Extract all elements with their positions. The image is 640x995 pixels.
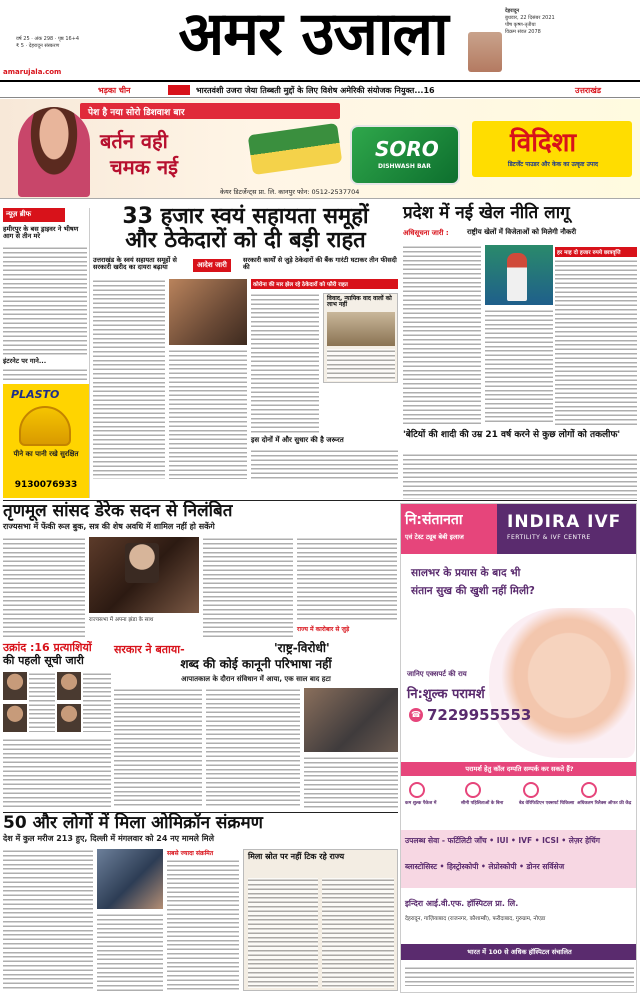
ivf-question-2: संतान सुख की खुशी नहीं मिली?	[411, 585, 535, 597]
sports-headline[interactable]: प्रदेश में नई खेल नीति लागू	[403, 203, 570, 223]
brief-story-body	[3, 246, 87, 356]
ukd-candidates-text-2	[83, 672, 111, 732]
lead-col-3	[251, 293, 319, 433]
anti-subhead: आपातकाल के दौरान संविधान में आया, एक साल बाद हटा	[181, 675, 331, 683]
ivf-cta[interactable]: परामर्श हेतु कॉल दम्पति सम्पर्क कर सकते हैं?	[401, 762, 637, 776]
omicron-box	[243, 849, 398, 991]
ivf-logo-sub: FERTILITY & IVF CENTRE	[507, 534, 591, 541]
anti-headline-2[interactable]: शब्द की कोई कानूनी परिभाषा नहीं	[180, 657, 332, 671]
brief-story-headline[interactable]: हमीरपुर के बस ड्राइवर ने भीषण आग से तीन मरे	[3, 225, 79, 240]
indira-ivf-advertisement[interactable]	[400, 503, 637, 993]
ivf-services: उपलब्ध सेवा - फर्टिलिटी जाँच • IUI • IVF • ICSI • लेज़र हेचिंग	[405, 836, 601, 845]
lead-story	[93, 205, 398, 497]
ivf-company: इन्दिरा आई.वी.एफ. हॉस्पिटल प्रा. लि.	[405, 899, 519, 908]
candidate-photo-2	[3, 704, 27, 732]
derek-box: राज्य में कारोबार से जुड़े	[297, 626, 350, 633]
lead-col-1	[93, 279, 165, 479]
dispute-box-text	[327, 349, 395, 381]
brief-story2-headline[interactable]: इंटरनेट पर गाने...	[3, 357, 47, 365]
omicron-story	[3, 815, 398, 993]
city: देहरादून	[505, 8, 520, 14]
ivf-centres: देहरादून, गाज़ियाबाद (राजनगर, कौशाम्बी), फरीदाबाद, गुरुग्राम, नोएडा	[405, 916, 546, 922]
ivf-logo: INDIRA IVF	[507, 512, 622, 532]
ivf-services-2: ब्लास्टोसिस्ट • हिस्ट्रोस्कोपी • लेप्रोस्कोपी • डोनर सर्विसेज	[405, 862, 565, 871]
masthead	[0, 0, 640, 82]
sports-caption: हर माह दो हजार रुपये छात्रवृत्ति	[555, 247, 637, 257]
phone-icon: ☎	[409, 708, 423, 722]
quote-body	[403, 453, 637, 499]
ukd-headline-2[interactable]: की पहली सूची जारी	[3, 654, 84, 667]
candidate-photo-3	[57, 672, 81, 700]
ivf-footer: भारत में 100 से अधिक हॉस्पिटल संचालित	[401, 944, 637, 960]
dispute-box-photo	[327, 312, 395, 346]
sports-kicker: अधिसूचना जारी :	[403, 229, 449, 237]
candidate-photo-4	[57, 704, 81, 732]
plasto-phone: 9130076933	[14, 480, 78, 490]
lead-bottom-head: इस दोनों में और सुधार की है जरूरत	[251, 436, 344, 444]
feature-icon-2	[465, 782, 481, 798]
ticker-headline[interactable]: भारतवंशी उजरा जेया तिब्बती मुद्दों के लिए विशेष अमेरिकी संयोजक नियुक्त...16	[196, 86, 435, 95]
lead-headline-line2[interactable]: और ठेकेदारों को दी बड़ी राहत	[125, 228, 366, 253]
ad-sponge-image	[248, 123, 343, 175]
dateline	[505, 8, 635, 36]
calendar-tithi: पौष कृष्ण-तृतीया	[505, 22, 536, 28]
ukd-headline-1[interactable]: उक्रांद :16 प्रत्याशियों	[3, 641, 92, 654]
anti-col-2	[206, 688, 300, 808]
ad-model-photo	[18, 107, 90, 197]
sports-col-2	[555, 259, 637, 425]
ad-slogan-1: बर्तन वही	[100, 129, 168, 153]
soro-sub: DISHWASH BAR	[378, 163, 431, 170]
derek-col-3	[203, 537, 293, 637]
lead-bottom-text	[251, 449, 398, 479]
feature-icon-1	[409, 782, 425, 798]
dispute-box	[323, 293, 398, 383]
omicron-photo	[97, 849, 163, 909]
free-consult: नि:शुल्क परामर्श	[407, 687, 485, 702]
derek-col-4	[297, 537, 397, 621]
feature-1: कम शुल्क पैकेज में	[405, 801, 437, 806]
dispute-box-headline: विवाद, न्यायिक वाद वालों को लाभ नहीं	[327, 295, 392, 309]
edition-price: ₹ 5 · देहरादून संस्करण	[16, 43, 60, 49]
brief-story2-body	[3, 368, 87, 382]
ukd-candidates-text	[29, 672, 55, 732]
anti-kicker: सरकार ने बताया-	[114, 643, 185, 656]
anti-col-1	[114, 688, 202, 808]
anti-headline-1[interactable]: 'राष्ट्र-विरोधी'	[274, 641, 330, 655]
sports-story	[403, 205, 637, 505]
derek-headline[interactable]: तृणमूल सांसद डेरेक सदन से निलंबित	[3, 501, 233, 521]
header-person-photo	[468, 32, 502, 72]
omicron-box-headline: मिला स्रोत पर नहीं टिक रहे राज्य	[248, 852, 345, 861]
derek-caption: राज्यसभा में अपना झंडा के साथ	[89, 617, 154, 623]
plasto-ad[interactable]	[3, 384, 89, 498]
ad-slogan-2: चमक नई	[110, 155, 178, 179]
ukd-story	[3, 642, 111, 810]
ad-banner-text: पेश है नया सोरो डिशवाश बार	[88, 108, 185, 118]
ivf-phone[interactable]: 7229955553	[427, 706, 532, 724]
omicron-kicker: सबसे ज्यादा संक्रमित	[167, 850, 214, 857]
edition-number: वर्ष 25 · अंक 298 · पृष्ठ 16+4	[16, 36, 80, 42]
omicron-box-text-2	[322, 878, 394, 988]
ivf-question-1: सालभर के प्रयास के बाद भी	[411, 567, 521, 579]
lead-subhead: उत्तराखंड के स्वयं सहायता समूहों से सरकारी खरीद का दायरा बढ़ाया	[93, 256, 177, 271]
baby-photo	[489, 608, 635, 758]
derek-story	[3, 503, 398, 640]
lead-col-2	[169, 349, 247, 479]
site-url[interactable]: amarujala.com	[3, 68, 62, 76]
water-tank-image	[19, 406, 71, 446]
edition-meta	[16, 36, 146, 50]
ticker	[0, 82, 640, 98]
ivf-disclaimer	[405, 966, 634, 986]
vidisha-tagline: डिटर्जेंट पाउडर और केक का उत्कृष्ट उपाद	[507, 161, 599, 168]
derek-portrait	[125, 543, 159, 583]
plasto-logo: PLASTO	[11, 388, 60, 401]
omicron-col-3	[167, 859, 239, 991]
candidate-photo-1	[3, 672, 27, 700]
omicron-box-text	[248, 878, 318, 988]
masthead-title: अमर उजाला	[178, 0, 448, 69]
omicron-headline[interactable]: 50 और लोगों में मिला ओमिक्रॉन संक्रमण	[3, 813, 263, 833]
ivf-title: नि:संतानता	[405, 512, 463, 528]
corona-strip-text: कोरोना की मार झेल रहे ठेकेदारों को फौरी राहत	[253, 282, 348, 288]
omicron-col-2	[97, 913, 163, 991]
lead-headline-line1[interactable]: 33 हजार स्वयं सहायता समूहों	[122, 204, 369, 229]
lead-tag: आदेश जारी	[193, 259, 231, 272]
ticker-divider	[168, 85, 190, 95]
anti-col-3	[304, 756, 398, 808]
feature-2: सीमी पहिलिताओं के बिना	[461, 801, 504, 806]
news-brief-badge: न्यूज़ ब्रीफ	[3, 208, 65, 222]
feature-icon-3	[523, 782, 539, 798]
ticker-region: उत्तराखंड	[575, 86, 602, 95]
consult-label: जानिए एक्सपर्ट की राय	[407, 670, 467, 678]
feature-3: बेड वेरिफिटिएन एक्सपर्ट चिकित्सा	[519, 801, 575, 806]
sports-col-2b	[485, 309, 553, 425]
cricketer-figure	[507, 253, 527, 301]
omicron-col-1	[3, 849, 93, 991]
sports-col-1	[403, 245, 481, 425]
feature-icon-4	[581, 782, 597, 798]
anti-photo	[304, 688, 398, 752]
feature-4: अधिकतम रिलैक्स ऑफर फ्री केंद्र	[577, 801, 632, 806]
ticker-label: भड़का चीन	[98, 86, 131, 95]
omicron-subhead: देश में कुल मरीज 213 हुए, दिल्ली में मंगलवार को 24 नए मामले मिले	[3, 834, 214, 843]
plasto-tagline: पीने का पानी रखे सुरक्षित	[13, 450, 79, 458]
ivf-features	[405, 782, 635, 822]
news-brief-sidebar	[3, 208, 90, 498]
derek-subhead: राज्यसभा में फेंकी रूल बुक, सत्र की शेष अवधि में शामिल नहीं हो सकेंगे	[3, 522, 215, 531]
soro-logo: SORO	[375, 137, 439, 161]
ivf-title-sub: एवं टेस्ट ट्यूब बेबी इलाज	[405, 533, 464, 541]
anti-national-story	[114, 642, 398, 810]
top-advertisement[interactable]	[0, 99, 640, 199]
lead-photo	[169, 279, 247, 345]
derek-col-1	[3, 537, 85, 637]
sports-subhead: राष्ट्रीय खेलों में विजेताओं को मिलेगी नौकरी	[467, 228, 577, 236]
vidisha-logo: विदिशा	[510, 128, 577, 158]
ad-contact: केयर डिटर्जेन्ट्स प्रा. लि. कानपुर फोन: 0512-2537704	[220, 188, 360, 196]
ukd-body	[3, 738, 111, 808]
calendar-samvat: विक्रम संवत 2078	[505, 29, 541, 35]
date: बुधवार, 22 दिसंबर 2021	[505, 15, 555, 21]
lead-subhead-2: सरकारी कार्यों से जुड़े ठेकेदारों की बैंक गारंटी घटाकर तीन फीसदी की	[243, 256, 397, 271]
daughters-quote[interactable]: 'बेटियों की शादी की उम्र 21 वर्ष करने से कुछ लोगों को तकलीफ'	[403, 430, 621, 440]
